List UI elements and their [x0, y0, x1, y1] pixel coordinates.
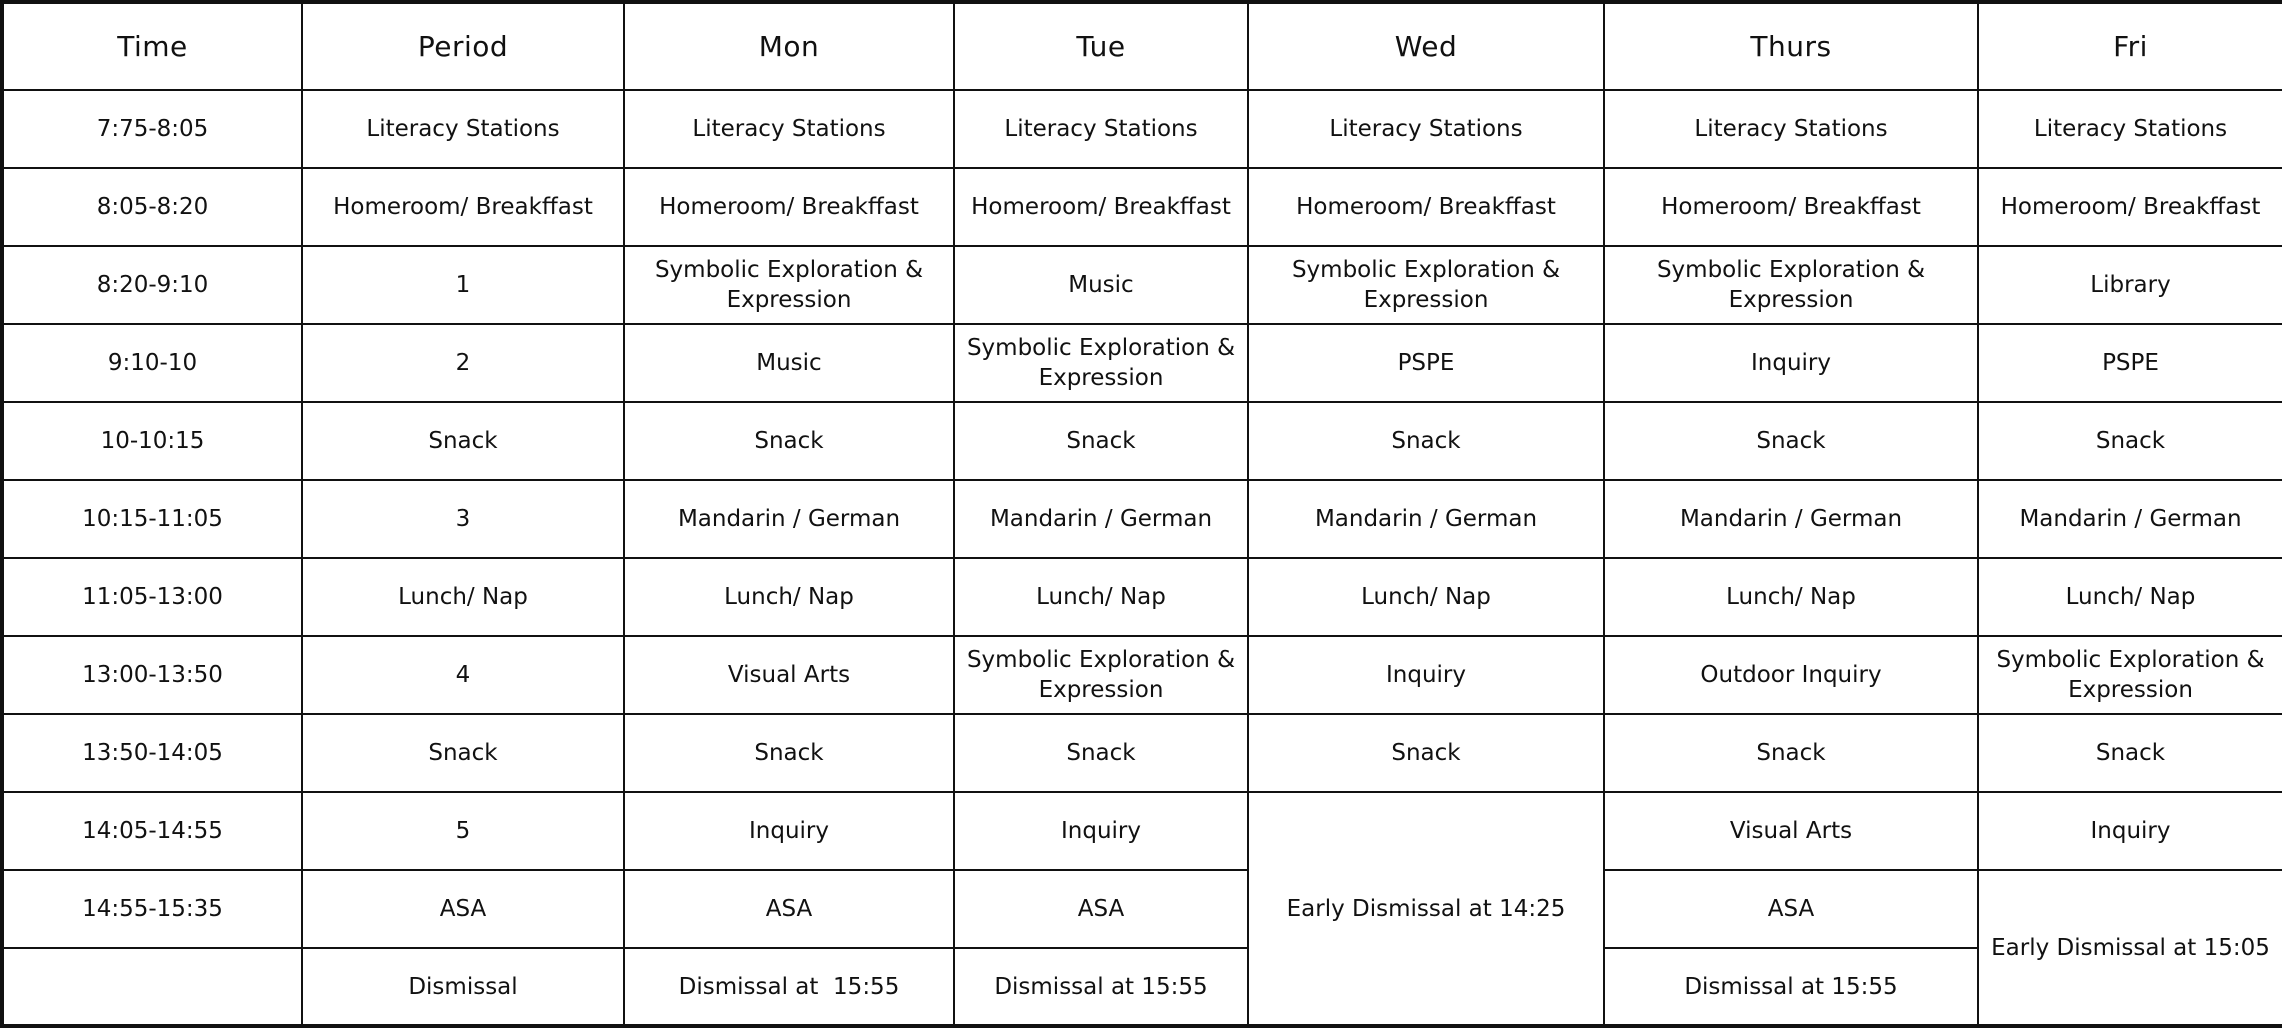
mon-cell: Inquiry	[624, 792, 954, 870]
tue-cell: Literacy Stations	[954, 90, 1248, 168]
header-fri: Fri	[1978, 2, 2282, 90]
time-cell: 11:05-13:00	[2, 558, 302, 636]
period-cell: Homeroom/ Breakffast	[302, 168, 624, 246]
wed-early-dismissal-cell: Early Dismissal at 14:25	[1248, 792, 1604, 1026]
thurs-cell: Snack	[1604, 714, 1978, 792]
tue-cell: Homeroom/ Breakffast	[954, 168, 1248, 246]
wed-cell: Inquiry	[1248, 636, 1604, 714]
tue-cell: ASA	[954, 870, 1248, 948]
time-cell: 8:20-9:10	[2, 246, 302, 324]
tue-cell: Lunch/ Nap	[954, 558, 1248, 636]
tue-cell: Music	[954, 246, 1248, 324]
tue-cell: Dismissal at 15:55	[954, 948, 1248, 1026]
fri-cell: Library	[1978, 246, 2282, 324]
mon-cell: Snack	[624, 402, 954, 480]
thurs-cell: Literacy Stations	[1604, 90, 1978, 168]
wed-cell: Snack	[1248, 402, 1604, 480]
thurs-cell: Lunch/ Nap	[1604, 558, 1978, 636]
time-cell: 14:55-15:35	[2, 870, 302, 948]
fri-cell: PSPE	[1978, 324, 2282, 402]
thurs-cell: Homeroom/ Breakffast	[1604, 168, 1978, 246]
period-cell: Literacy Stations	[302, 90, 624, 168]
time-cell: 13:50-14:05	[2, 714, 302, 792]
tue-cell: Snack	[954, 714, 1248, 792]
mon-cell: Symbolic Exploration & Expression	[624, 246, 954, 324]
time-cell: 10:15-11:05	[2, 480, 302, 558]
table-row	[2, 480, 2282, 558]
thurs-cell: Mandarin / German	[1604, 480, 1978, 558]
tue-cell: Mandarin / German	[954, 480, 1248, 558]
time-cell: 14:05-14:55	[2, 792, 302, 870]
mon-cell: ASA	[624, 870, 954, 948]
table-row	[2, 246, 2282, 324]
fri-cell: Lunch/ Nap	[1978, 558, 2282, 636]
time-cell: 13:00-13:50	[2, 636, 302, 714]
header-row	[2, 2, 2282, 90]
wed-cell: Literacy Stations	[1248, 90, 1604, 168]
header-time: Time	[2, 2, 302, 90]
table-row	[2, 636, 2282, 714]
header-wed: Wed	[1248, 2, 1604, 90]
mon-cell: Homeroom/ Breakffast	[624, 168, 954, 246]
time-cell: 8:05-8:20	[2, 168, 302, 246]
wed-cell: Symbolic Exploration & Expression	[1248, 246, 1604, 324]
wed-cell: Lunch/ Nap	[1248, 558, 1604, 636]
period-cell: 4	[302, 636, 624, 714]
table-row	[2, 90, 2282, 168]
thurs-cell: ASA	[1604, 870, 1978, 948]
table-row	[2, 558, 2282, 636]
period-cell: 3	[302, 480, 624, 558]
time-cell: 10-10:15	[2, 402, 302, 480]
wed-cell: Snack	[1248, 714, 1604, 792]
table-row	[2, 714, 2282, 792]
table-row	[2, 948, 2282, 1026]
fri-cell: Snack	[1978, 714, 2282, 792]
wed-cell: Homeroom/ Breakffast	[1248, 168, 1604, 246]
fri-cell: Symbolic Exploration & Expression	[1978, 636, 2282, 714]
fri-cell: Snack	[1978, 402, 2282, 480]
tue-cell: Symbolic Exploration & Expression	[954, 636, 1248, 714]
mon-cell: Snack	[624, 714, 954, 792]
period-cell: 5	[302, 792, 624, 870]
thurs-cell: Dismissal at 15:55	[1604, 948, 1978, 1026]
tue-cell: Inquiry	[954, 792, 1248, 870]
thurs-cell: Inquiry	[1604, 324, 1978, 402]
header-period: Period	[302, 2, 624, 90]
time-cell	[2, 948, 302, 1026]
fri-cell: Mandarin / German	[1978, 480, 2282, 558]
fri-cell: Literacy Stations	[1978, 90, 2282, 168]
header-mon: Mon	[624, 2, 954, 90]
table-row	[2, 870, 2282, 948]
mon-cell: Dismissal at 15:55	[624, 948, 954, 1026]
fri-cell: Inquiry	[1978, 792, 2282, 870]
time-cell: 7:75-8:05	[2, 90, 302, 168]
period-cell: 2	[302, 324, 624, 402]
period-cell: Snack	[302, 714, 624, 792]
time-cell: 9:10-10	[2, 324, 302, 402]
mon-cell: Mandarin / German	[624, 480, 954, 558]
mon-cell: Music	[624, 324, 954, 402]
period-cell: 1	[302, 246, 624, 324]
header-tue: Tue	[954, 2, 1248, 90]
tue-cell: Symbolic Exploration & Expression	[954, 324, 1248, 402]
header-thurs: Thurs	[1604, 2, 1978, 90]
fri-cell: Homeroom/ Breakffast	[1978, 168, 2282, 246]
period-cell: Dismissal	[302, 948, 624, 1026]
mon-cell: Lunch/ Nap	[624, 558, 954, 636]
thurs-cell: Snack	[1604, 402, 1978, 480]
thurs-cell: Symbolic Exploration & Expression	[1604, 246, 1978, 324]
tue-cell: Snack	[954, 402, 1248, 480]
thurs-cell: Visual Arts	[1604, 792, 1978, 870]
mon-cell: Literacy Stations	[624, 90, 954, 168]
period-cell: Snack	[302, 402, 624, 480]
table-row	[2, 324, 2282, 402]
wed-cell: PSPE	[1248, 324, 1604, 402]
table-row	[2, 402, 2282, 480]
thurs-cell: Outdoor Inquiry	[1604, 636, 1978, 714]
wed-cell: Mandarin / German	[1248, 480, 1604, 558]
table-row	[2, 168, 2282, 246]
table-row	[2, 792, 2282, 870]
period-cell: Lunch/ Nap	[302, 558, 624, 636]
fri-early-dismissal-cell: Early Dismissal at 15:05	[1978, 870, 2282, 1026]
mon-cell: Visual Arts	[624, 636, 954, 714]
period-cell: ASA	[302, 870, 624, 948]
